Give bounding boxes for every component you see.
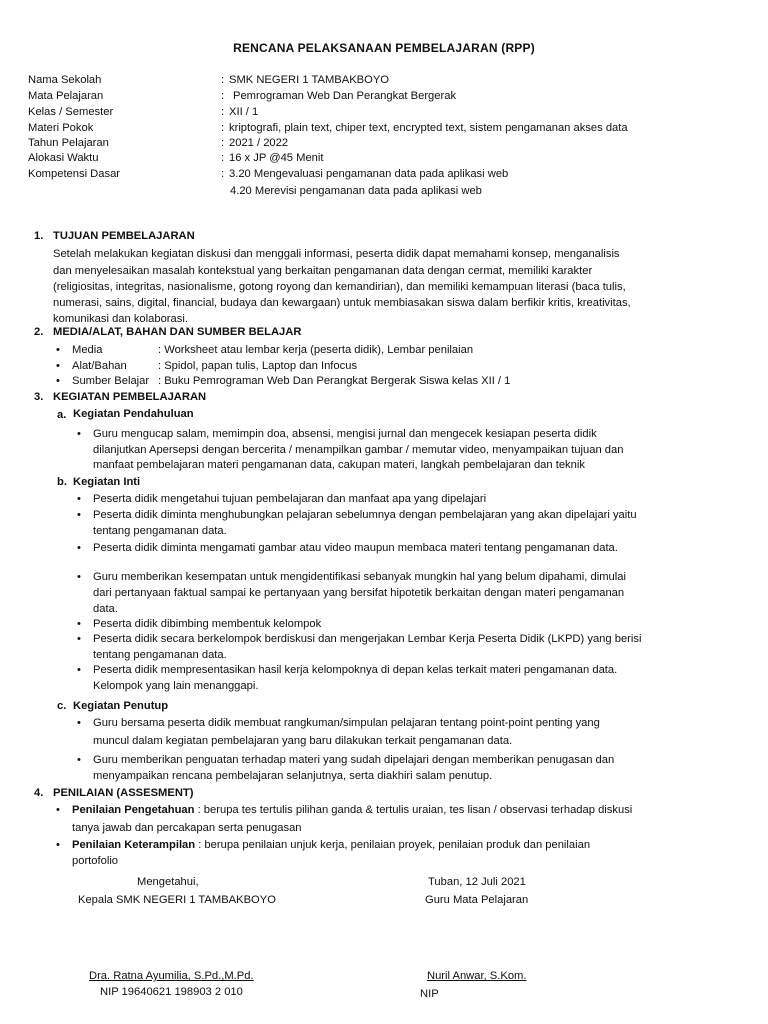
bullet: • — [77, 493, 81, 505]
assessment-line: tanya jawab dan percakapan serta penugasan — [72, 822, 302, 834]
identity-value: 2021 / 2022 — [229, 137, 289, 149]
bullet: • — [77, 542, 81, 554]
identity-colon: : — [221, 168, 225, 180]
bullet: • — [77, 754, 81, 766]
assessment-line — [72, 837, 590, 854]
assessment-desc: : berupa penilaian unjuk kerja, penilaian proyek, penilaian produk dan penilaian — [195, 839, 591, 851]
activity-line: muncul dalam kegiatan pembelajaran yang baru dilakukan terkait pengamanan data. — [93, 735, 513, 747]
section-title: KEGIATAN PEMBELAJARAN — [53, 391, 207, 403]
activity-line: Peserta didik secara berkelompok berdiskusi dan mengerjakan Lembar Kerja Peserta Didik (LKPD) yang berisi — [93, 633, 642, 645]
media-value: : Spidol, papan tulis, Laptop dan Infocus — [158, 360, 358, 372]
identity-label: Alokasi Waktu — [28, 152, 99, 164]
identity-row — [28, 72, 748, 88]
identity-value: XII / 1 — [229, 106, 259, 118]
identity-label: Materi Pokok — [28, 122, 94, 134]
activity-line: Peserta didik mengetahui tujuan pembelajaran dan manfaat apa yang dipelajari — [93, 493, 487, 505]
bullet: • — [77, 664, 81, 676]
signature-left-nip: NIP 19640621 198903 2 010 — [100, 986, 243, 998]
assessment-type: Penilaian Keterampilan — [72, 839, 196, 851]
identity-label: Kelas / Semester — [28, 106, 114, 118]
bullet: • — [77, 428, 81, 440]
activity-line: Kelompok yang lain menanggapi. — [93, 680, 259, 692]
signature-right-role: Guru Mata Pelajaran — [425, 894, 529, 906]
activity-line: Guru memberikan penguatan terhadap materi yang sudah dipelajari dengan memberikan penugasan dan — [93, 754, 615, 766]
subsection-title: Kegiatan Inti — [73, 476, 141, 488]
subsection-title: Kegiatan Penutup — [73, 700, 169, 712]
signature-right-name: Nuril Anwar, S.Kom. — [427, 970, 527, 982]
activity-line: tentang pengamanan data. — [93, 649, 227, 661]
activity-line: Guru mengucap salam, memimpin doa, absensi, mengisi jurnal dan mengecek kesiapan peserta didik — [93, 428, 597, 440]
identity-label: Mata Pelajaran — [28, 90, 104, 102]
signature-left-name: Dra. Ratna Ayumilia, S.Pd.,M.Pd. — [89, 970, 254, 982]
media-label: Sumber Belajar — [72, 375, 150, 387]
activity-line: Peserta didik diminta menghubungkan pelajaran sebelumnya dengan pembelajaran yang akan dipelajari yaitu — [93, 509, 637, 521]
assessment-line: portofolio — [72, 855, 119, 867]
subsection-letter: a. — [57, 409, 67, 421]
identity-colon: : — [221, 90, 225, 102]
section-number: 3. — [34, 391, 44, 403]
section-title: MEDIA/ALAT, BAHAN DAN SUMBER BELAJAR — [53, 326, 302, 338]
assessment-desc: : berupa tes tertulis pilihan ganda & tertulis uraian, tes lisan / observasi terhadap diskusi — [194, 804, 633, 816]
identity-row — [28, 104, 748, 120]
activity-line: dilanjutkan Apersepsi dengan bercerita / menampilkan gambar / memutar video, menyampaikan tujuan dan — [93, 444, 624, 456]
identity-value: kriptografi, plain text, chiper text, encrypted text, sistem pengamanan akses data — [229, 122, 628, 134]
signature-left-role: Kepala SMK NEGERI 1 TAMBAKBOYO — [78, 894, 276, 906]
signature-left-heading: Mengetahui, — [137, 876, 199, 888]
objective-line: (religiositas, integritas, nasionalisme, gotong royong dan kemandirian), dan memiliki kemampuan literasi (baca tulis, — [53, 281, 626, 293]
identity-colon: : — [221, 152, 225, 164]
identity-value: 16 x JP @45 Menit — [229, 152, 324, 164]
bullet: • — [56, 375, 60, 387]
activity-line: Guru memberikan kesempatan untuk mengidentifikasi sebanyak mungkin hal yang belum dipahami, dimulai — [93, 571, 626, 583]
bullet: • — [77, 717, 81, 729]
document-title: RENCANA PELAKSANAAN PEMBELAJARAN (RPP) — [233, 41, 535, 55]
media-value: : Worksheet atau lembar kerja (peserta didik), Lembar penilaian — [158, 344, 474, 356]
assessment-line — [72, 802, 632, 819]
signature-right-nip: NIP — [420, 988, 439, 1000]
bullet: • — [56, 839, 60, 851]
identity-label: Kompetensi Dasar — [28, 168, 121, 180]
kd-extra: 4.20 Merevisi pengamanan data pada aplikasi web — [230, 185, 482, 197]
identity-row — [28, 166, 748, 182]
identity-colon: : — [221, 106, 225, 118]
identity-row — [28, 120, 748, 136]
bullet: • — [77, 571, 81, 583]
subsection-title: Kegiatan Pendahuluan — [73, 408, 194, 420]
subsection-letter: c. — [57, 700, 67, 712]
activity-line: dari pertanyaan faktual sampai ke pertanyaan yang bersifat hipotetik berkaitan dengan materi pengamanan — [93, 587, 625, 599]
identity-colon: : — [221, 137, 225, 149]
objective-line: numerasi, sains, digital, financial, budaya dan kewargaan) untuk membiasakan siswa dalam berfikir kritis, kreativitas, — [53, 297, 631, 309]
activity-line: Peserta didik diminta mengamati gambar atau video maupun membaca materi tentang pengamanan data. — [93, 542, 618, 554]
section-number: 2. — [34, 326, 44, 338]
activity-line: tentang pengamanan data. — [93, 525, 227, 537]
identity-colon: : — [221, 74, 225, 86]
section-number: 4. — [34, 787, 44, 799]
assessment-type: Penilaian Pengetahuan — [72, 804, 195, 816]
activity-line: data. — [93, 603, 118, 615]
subsection-letter: b. — [57, 476, 67, 488]
media-value: : Buku Pemrograman Web Dan Perangkat Bergerak Siswa kelas XII / 1 — [158, 375, 511, 387]
section-number: 1. — [34, 230, 44, 242]
signature-right-heading: Tuban, 12 Juli 2021 — [428, 876, 526, 888]
bullet: • — [77, 509, 81, 521]
identity-colon: : — [221, 122, 225, 134]
activity-line: Peserta didik dibimbing membentuk kelompok — [93, 618, 322, 630]
section-title: TUJUAN PEMBELAJARAN — [53, 230, 195, 242]
bullet: • — [56, 360, 60, 372]
bullet: • — [77, 618, 81, 630]
objective-line: Setelah melakukan kegiatan diskusi dan menggali informasi, peserta didik dapat memahami konsep, menganalisis — [53, 248, 620, 260]
media-label: Alat/Bahan — [72, 360, 127, 372]
identity-value: Pemrograman Web Dan Perangkat Bergerak — [233, 90, 457, 102]
identity-row — [28, 150, 748, 166]
identity-value: 3.20 Mengevaluasi pengamanan data pada aplikasi web — [229, 168, 509, 180]
activity-line: Peserta didik mempresentasikan hasil kerja kelompoknya di depan kelas terkait materi pengamanan data. — [93, 664, 618, 676]
identity-label: Tahun Pelajaran — [28, 137, 109, 149]
identity-row — [28, 88, 748, 104]
activity-line: Guru bersama peserta didik membuat rangkuman/simpulan pelajaran tentang point-point penting yang — [93, 717, 600, 729]
identity-value: SMK NEGERI 1 TAMBAKBOYO — [229, 74, 389, 86]
objective-line: dan menyelesaikan masalah kontekstual yang berkaitan pengamanan data dengan cermat, memiliki karakter — [53, 265, 593, 277]
activity-line: manfaat pembelajaran materi pengamanan data, cakupan materi, langkah pembelajaran dan teknik — [93, 459, 585, 471]
objective-line: komunikasi dan kolaborasi. — [53, 313, 188, 325]
bullet: • — [56, 344, 60, 356]
activity-line: menyampaikan rencana pembelajaran selanjutnya, serta diakhiri salam penutup. — [93, 770, 493, 782]
bullet: • — [77, 633, 81, 645]
bullet: • — [56, 804, 60, 816]
section-title: PENILAIAN (ASSESMENT) — [53, 787, 194, 799]
identity-row — [28, 135, 748, 151]
media-label: Media — [72, 344, 103, 356]
identity-label: Nama Sekolah — [28, 74, 102, 86]
